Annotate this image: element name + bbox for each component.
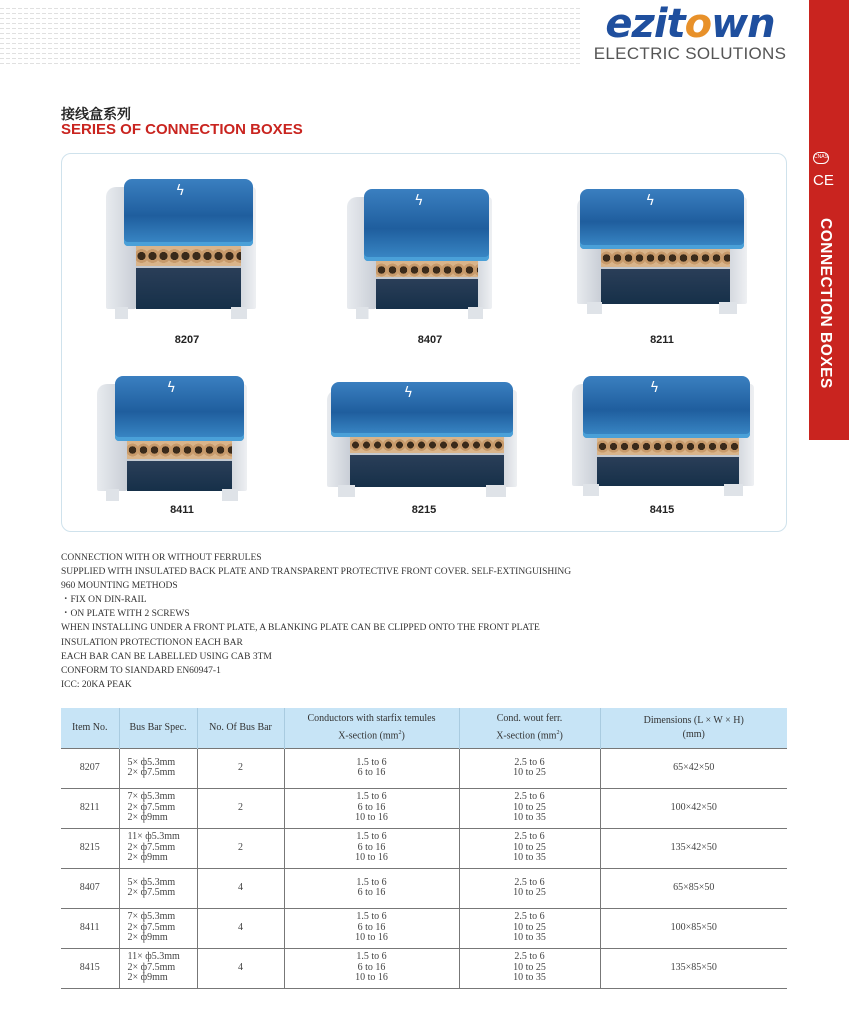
header-dimensions: Dimensions (L × W × H) (mm) — [600, 708, 787, 748]
product-model-label: 8407 — [417, 334, 443, 346]
brand-logo — [585, 2, 795, 64]
cell-without-ferrules: 2.5 to 6 10 to 25 10 to 35 — [459, 948, 600, 988]
ce-mark-icon: CE — [813, 172, 834, 189]
cell-item-no: 8207 — [61, 748, 119, 788]
description-line: EACH BAR CAN BE LABELLED USING CAB 3TM — [61, 651, 272, 662]
product-model-label: 8211 — [650, 334, 674, 346]
cell-without-ferrules: 2.5 to 6 10 to 25 10 to 35 — [459, 788, 600, 828]
header-bus-bar-spec: Bus Bar Spec. — [119, 708, 197, 748]
product-card — [572, 189, 752, 354]
product-model-label: 8411 — [170, 504, 194, 516]
header-conductors-with-ferrules: Conductors with starfix temules X-section $(mm^2)$ — [284, 708, 459, 748]
product-image-connection-box — [327, 382, 517, 497]
cell-no-of-bus-bar: 4 — [197, 908, 284, 948]
table-row — [61, 868, 787, 908]
product-card — [345, 189, 515, 354]
cell-with-ferrules: 1.5 to 6 6 to 16 — [284, 868, 459, 908]
cell-without-ferrules: 2.5 to 6 10 to 25 10 to 35 — [459, 828, 600, 868]
product-card — [567, 376, 757, 521]
cell-with-ferrules: 1.5 to 6 6 to 16 10 to 16 — [284, 908, 459, 948]
cell-bus-bar-spec: 7× ф5.3mm 2× ф7.5mm 2× ф9mm — [119, 908, 197, 948]
page-title: SERIES OF CONNECTION BOXES — [61, 121, 303, 138]
cell-item-no: 8211 — [61, 788, 119, 828]
cell-without-ferrules: 2.5 to 6 10 to 25 — [459, 868, 600, 908]
decorative-dash-pattern — [0, 8, 580, 66]
description-line: CONFORM TO SIANDARD EN60947-1 — [61, 665, 221, 676]
header-conductors-without-ferrules: Cond. wout ferr. X-section $(mm^2)$ — [459, 708, 600, 748]
cell-item-no: 8215 — [61, 828, 119, 868]
cell-bus-bar-spec: 11× ф5.3mm 2× ф7.5mm 2× ф9mm — [119, 828, 197, 868]
cell-dimensions: 65×42×50 — [600, 748, 787, 788]
table-row — [61, 748, 787, 788]
cell-item-no: 8415 — [61, 948, 119, 988]
description-line: ICC: 20KA PEAK — [61, 679, 132, 690]
cell-dimensions: 135×85×50 — [600, 948, 787, 988]
product-image-connection-box — [106, 179, 256, 319]
product-model-label: 8207 — [174, 334, 200, 346]
cell-no-of-bus-bar: 2 — [197, 788, 284, 828]
cell-dimensions: 135×42×50 — [600, 828, 787, 868]
product-image-connection-box — [572, 376, 754, 496]
cell-no-of-bus-bar: 4 — [197, 948, 284, 988]
table-row — [61, 828, 787, 868]
sidebar-title: CONNECTION BOXES — [817, 218, 834, 389]
cell-dimensions: 100×42×50 — [600, 788, 787, 828]
cell-with-ferrules: 1.5 to 6 6 to 16 10 to 16 — [284, 948, 459, 988]
cell-item-no: 8411 — [61, 908, 119, 948]
cell-dimensions: 100×85×50 — [600, 908, 787, 948]
page-title-chinese: 接线盒系列 — [61, 107, 131, 123]
table-row — [61, 788, 787, 828]
cell-no-of-bus-bar: 4 — [197, 868, 284, 908]
logo-wordmark: ezitown — [605, 1, 775, 47]
cell-no-of-bus-bar: 2 — [197, 748, 284, 788]
header-no-of-bus-bar: No. Of Bus Bar — [197, 708, 284, 748]
description-line: ・ON PLATE WITH 2 SCREWS — [61, 609, 190, 620]
description-line: 960 MOUNTING METHODS — [61, 581, 178, 592]
cell-dimensions: 65×85×50 — [600, 868, 787, 908]
description-line: CONNECTION WITH OR WITHOUT FERRULES — [61, 553, 262, 563]
product-image-connection-box — [347, 189, 492, 319]
product-card — [92, 376, 272, 521]
table-header-row — [61, 708, 787, 748]
description-line: ・FIX ON DIN-RAIL — [61, 595, 147, 606]
spec-table — [61, 708, 787, 989]
cell-with-ferrules: 1.5 to 6 6 to 16 — [284, 748, 459, 788]
cell-no-of-bus-bar: 2 — [197, 828, 284, 868]
table-row — [61, 948, 787, 988]
cell-without-ferrules: 2.5 to 6 10 to 25 10 to 35 — [459, 908, 600, 948]
description-line: INSULATION PROTECTIONON EACH BAR — [61, 637, 243, 648]
product-image-connection-box — [577, 189, 747, 314]
product-card — [324, 382, 524, 522]
cell-without-ferrules: 2.5 to 6 10 to 25 — [459, 748, 600, 788]
cell-bus-bar-spec: 7× ф5.3mm 2× ф7.5mm 2× ф9mm — [119, 788, 197, 828]
product-model-label: 8415 — [649, 504, 675, 516]
description-line: WHEN INSTALLING UNDER A FRONT PLATE, A BLANKING PLATE CAN BE CLIPPED ONTO THE FRONT PLATE — [61, 623, 540, 634]
lightning-bolt-icon: o — [684, 1, 712, 47]
cell-with-ferrules: 1.5 to 6 6 to 16 10 to 16 — [284, 828, 459, 868]
table-row — [61, 908, 787, 948]
product-description — [61, 551, 661, 692]
product-image-connection-box — [97, 376, 247, 501]
cell-bus-bar-spec: 5× ф5.3mm 2× ф7.5mm — [119, 748, 197, 788]
product-gallery — [61, 153, 787, 532]
product-card — [102, 179, 272, 354]
cell-item-no: 8407 — [61, 868, 119, 908]
header-item-no: Item No. — [61, 708, 119, 748]
cell-bus-bar-spec: 11× ф5.3mm 2× ф7.5mm 2× ф9mm — [119, 948, 197, 988]
logo-tagline: ELECTRIC SOLUTIONS — [593, 44, 787, 63]
cell-bus-bar-spec: 5× ф5.3mm 2× ф7.5mm — [119, 868, 197, 908]
cell-with-ferrules: 1.5 to 6 6 to 16 10 to 16 — [284, 788, 459, 828]
product-model-label: 8215 — [411, 504, 437, 516]
certification-badge-icon: CNAS — [813, 152, 829, 164]
description-line: SUPPLIED WITH INSULATED BACK PLATE AND TRANSPARENT PROTECTIVE FRONT COVER. SELF-EXTINGUISHING — [61, 567, 572, 578]
